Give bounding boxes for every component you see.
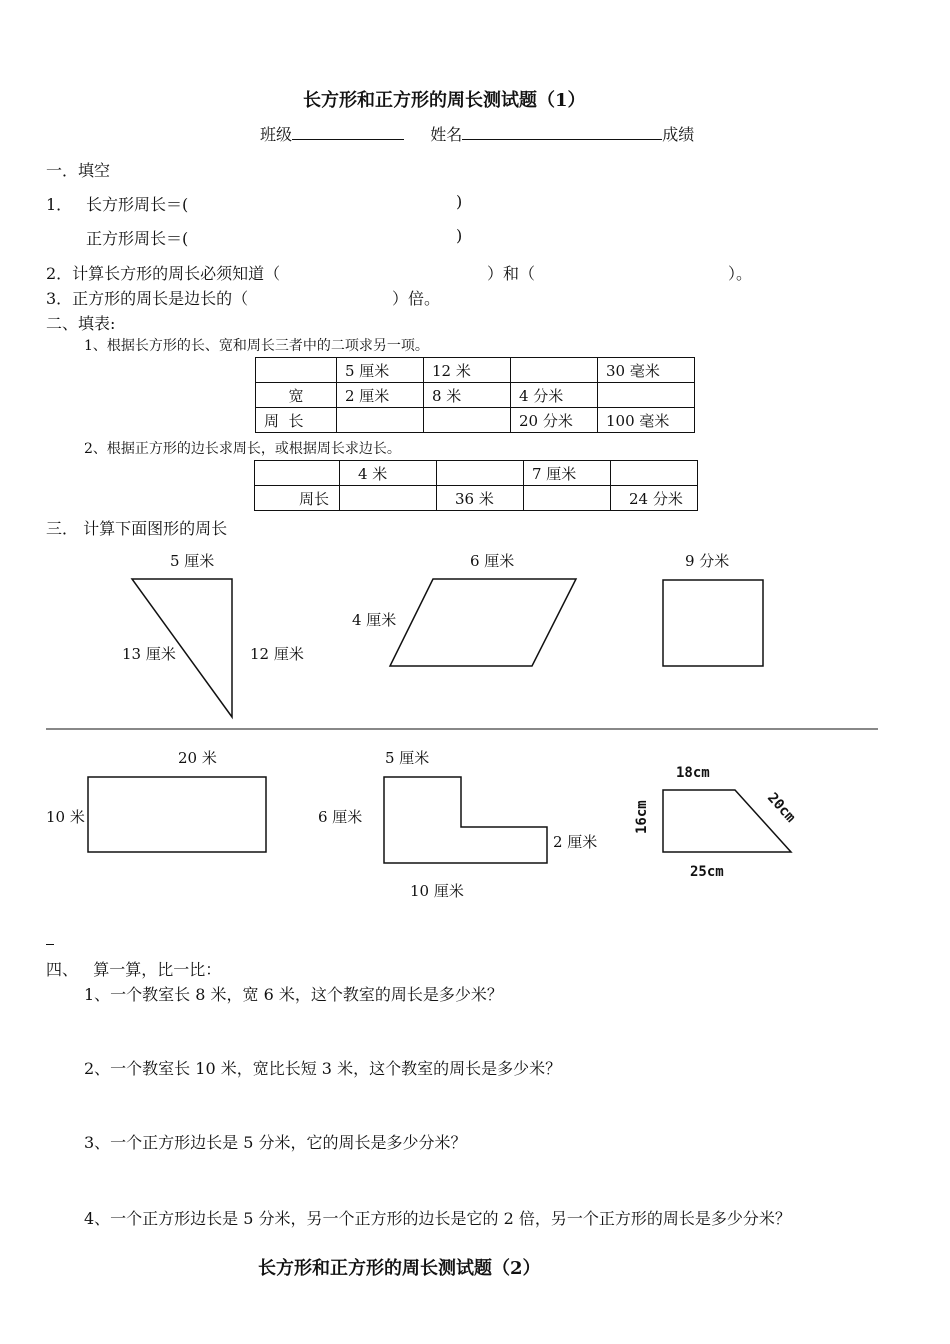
- table-cell: 7 厘米: [524, 461, 611, 486]
- triangle-top-label: 5 厘米: [170, 552, 215, 570]
- score-label: 成绩: [662, 125, 695, 144]
- student-info-line: [260, 122, 694, 145]
- table-cell: [511, 358, 598, 383]
- name-blank[interactable]: [462, 125, 662, 140]
- q2-part-b: ）和（: [487, 264, 536, 283]
- trapezoid-bottom-label: 25cm: [690, 864, 724, 880]
- q2-part-c: ）。: [728, 264, 753, 283]
- parallelogram-top-label: 6 厘米: [470, 552, 515, 570]
- table-cell: 24 分米: [611, 486, 698, 511]
- rectangle-figure: [46, 749, 266, 852]
- table-row: [256, 358, 695, 383]
- q2-part-a: 2．计算长方形的周长必须知道（: [46, 264, 281, 283]
- rectangle-left-label: 10 米: [46, 808, 85, 826]
- q1-rect-perimeter: 长方形周长＝(: [86, 195, 189, 214]
- page-title: 长方形和正方形的周长测试题（1）: [303, 90, 586, 111]
- table-row: [256, 408, 695, 433]
- triangle-hypotenuse-label: 13 厘米: [122, 645, 176, 663]
- q1-square-perimeter: 正方形周长＝(: [86, 229, 189, 248]
- table-cell: 4 分米: [511, 383, 598, 408]
- section4-heading: 四、 算一算，比一比：: [46, 960, 222, 979]
- q3-part-a: 3．正方形的周长是边长的（: [46, 289, 249, 308]
- table-cell: 20 分米: [511, 408, 598, 433]
- table-cell: [337, 408, 424, 433]
- table-cell: 30 毫米: [598, 358, 695, 383]
- word-problem-3: 3、一个正方形边长是 5 分米，它的周长是多少分米？: [84, 1133, 467, 1152]
- section2-heading: 二、填表:: [46, 314, 116, 333]
- figures-canvas: [0, 540, 950, 910]
- word-problem-4: 4、一个正方形边长是 5 分米，另一个正方形的边长是它的 2 倍，另一个正方形的周长是多少分米？: [84, 1209, 791, 1228]
- l-shape-left-label: 6 厘米: [318, 808, 363, 826]
- parallelogram-left-label: 4 厘米: [352, 611, 397, 629]
- q1-square-close: ): [456, 226, 463, 245]
- table-cell: [340, 486, 437, 511]
- section3-heading: 三． 计算下面图形的周长: [46, 519, 228, 538]
- trapezoid-slant-label: 20cm: [764, 789, 799, 826]
- table-cell: 4 米: [340, 461, 437, 486]
- trapezoid-top-label: 18cm: [676, 765, 710, 781]
- triangle-right-label: 12 厘米: [250, 645, 304, 663]
- table-cell: 8 米: [424, 383, 511, 408]
- l-shape-top-label: 5 厘米: [385, 749, 430, 767]
- table-cell: 宽: [256, 383, 337, 408]
- table-cell: 36 米: [437, 486, 524, 511]
- rectangle-shape: [88, 777, 266, 852]
- section1-heading: 一．填空: [46, 161, 111, 180]
- q1-number: 1．: [46, 195, 73, 214]
- table-cell: [611, 461, 698, 486]
- table-cell: 周 长: [256, 408, 337, 433]
- table-cell: 100 毫米: [598, 408, 695, 433]
- right-triangle-figure: [122, 552, 304, 717]
- table-cell: [255, 461, 340, 486]
- word-problem-2: 2、一个教室长 10 米，宽比长短 3 米，这个教室的周长是多少米？: [84, 1059, 562, 1078]
- next-test-title: 长方形和正方形的周长测试题（2）: [258, 1258, 541, 1279]
- trapezoid-left-label: 16cm: [634, 800, 650, 834]
- trapezoid-figure: [634, 765, 798, 880]
- stray-mark: [46, 944, 54, 945]
- table-cell: 2 厘米: [337, 383, 424, 408]
- table1-instruction: 1、根据长方形的长、宽和周长三者中的二项求另一项。: [84, 338, 429, 354]
- square-figure: [663, 552, 763, 666]
- q1-rect-close: ): [456, 192, 463, 211]
- rectangle-table: [255, 357, 695, 433]
- class-blank[interactable]: [292, 125, 404, 140]
- square-table: [254, 460, 698, 511]
- l-shape-bottom-label: 10 厘米: [410, 882, 464, 900]
- table-cell: [256, 358, 337, 383]
- name-label: 姓名: [430, 125, 463, 144]
- table2-instruction: 2、根据正方形的边长求周长，或根据周长求边长。: [84, 441, 401, 457]
- square-top-label: 9 分米: [685, 552, 730, 570]
- rectangle-top-label: 20 米: [178, 749, 217, 767]
- table-cell: [437, 461, 524, 486]
- table-row: [255, 461, 698, 486]
- table-row: [256, 383, 695, 408]
- table-row: [255, 486, 698, 511]
- parallelogram-figure: [352, 552, 576, 666]
- table-cell: 周长: [255, 486, 340, 511]
- class-label: 班级: [260, 125, 293, 144]
- q3-part-b: ）倍。: [392, 289, 441, 308]
- table-cell: [524, 486, 611, 511]
- l-shape: [384, 777, 547, 863]
- table-cell: [598, 383, 695, 408]
- table-cell: [424, 408, 511, 433]
- square-shape: [663, 580, 763, 666]
- l-shape-right-label: 2 厘米: [553, 833, 598, 851]
- word-problem-1: 1、一个教室长 8 米，宽 6 米，这个教室的周长是多少米？: [84, 985, 503, 1004]
- table-cell: 5 厘米: [337, 358, 424, 383]
- l-shape-figure: [318, 749, 597, 900]
- table-cell: 12 米: [424, 358, 511, 383]
- parallelogram-shape: [390, 579, 576, 666]
